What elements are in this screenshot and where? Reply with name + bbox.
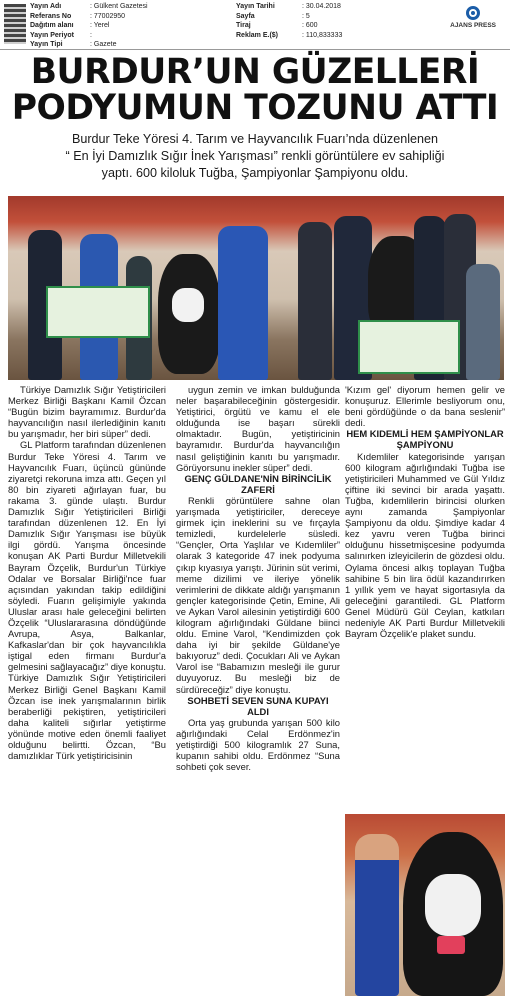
- agency-logo: [450, 6, 496, 31]
- photo-child: [466, 264, 500, 380]
- deck-line-3: yaptı. 600 kiloluk Tuğba, Şampiyonlar Şampiyonu oldu.: [101, 166, 409, 180]
- section-subheading: GENÇ GÜLDANE'NİN BİRİNCİLİK ZAFERİ: [184, 472, 332, 495]
- photo-cow: [172, 288, 204, 322]
- headline: [4, 54, 506, 126]
- meta-key: Yayın Periyot: [30, 31, 74, 39]
- article-paragraph: uygun zemin ve imkan bulduğunda neler başarabileceğinin göstergesidir. Yetiştirici, örgütü ve kamu el ele olduğunda ise başarı sürekli olmaktadır. Bugün, yetiştiricinin bayramıdır. Burdur'da hayvancılığın nasıl geliştiğinin kanıtı bu yarışmadır. Görüyorsunu inekler süper” dedi.: [176, 384, 340, 473]
- newspaper-stack-icon: [4, 4, 26, 44]
- deck-line-2: “ En İyi Damızlık Sığır İnek Yarışması” renkli görüntülere ev sahipliği: [65, 149, 445, 163]
- meta-value: : Yerel: [90, 22, 110, 30]
- meta-key: Yayın Adı: [30, 3, 62, 10]
- meta-row: [236, 12, 342, 22]
- photo-person: [218, 226, 268, 380]
- photo-person: [355, 834, 399, 996]
- meta-value: : 110,833333: [302, 31, 343, 39]
- meta-row: [236, 2, 342, 12]
- meta-key: Reklam E.($): [236, 31, 279, 39]
- headline-line-2: PODYUMUN TOZUNU ATTI: [11, 88, 499, 128]
- section-subheading: SOHBETİ SEVEN SUNA KUPAYI ALDI: [187, 694, 329, 717]
- deck-line-1: Burdur Teke Yöresi 4. Tarım ve Hayvancılık Fuarı’nda düzenlenen: [71, 132, 439, 146]
- meta-key: Tiraj: [236, 22, 251, 30]
- meta-value: :: [90, 31, 92, 39]
- meta-value: : Gazete: [90, 41, 117, 49]
- section-subheading: HEM KIDEMLİ HEM ŞAMPİYONLAR ŞAMPİYONU: [346, 428, 504, 451]
- article-paragraph: Orta yaş grubunda yarışan 500 kilo ağırlığındaki Celal Erdönmez'in yetiştirdiği 500 kilogramlık 27 Suna, kupanın sahibi oldu. Erdönmez “Suna sohbeti çok sever.: [176, 716, 340, 773]
- deck: [14, 131, 496, 182]
- photo-cow-tag: [437, 936, 465, 954]
- meta-divider: [0, 49, 510, 50]
- photo-cow: [425, 874, 481, 936]
- meta-key: Yayın Tarihi: [236, 3, 275, 10]
- meta-key: Sayfa: [236, 12, 255, 20]
- meta-value: : Gülkent Gazetesi: [90, 3, 148, 10]
- meta-row: [236, 21, 342, 31]
- meta-row: [30, 21, 148, 31]
- photo-award-banner: [358, 320, 460, 374]
- photo-award-banner: [46, 286, 150, 338]
- meta-key: Yayın Tipi: [30, 41, 63, 49]
- meta-key: Dağıtım alanı: [30, 22, 74, 30]
- cow-photo: [345, 814, 505, 996]
- meta-row: [30, 31, 148, 41]
- photo-person: [298, 222, 332, 380]
- article-paragraph: 'Kızım gel' diyorum hemen gelir ve konuşuruz. Ellerimle besliyorum onu, beni gördüğünde o da bana seslenir” dedi.: [345, 384, 505, 429]
- clipping-meta-bar: [0, 0, 510, 50]
- article-paragraph: Türkiye Damızlık Sığır Yetiştiricileri Merkez Birliği Başkanı Kamil Özcan “Bugün bizim bayramımız. Burdur'da hayvancılığın nasıl ilerlediğinin kanıtı bu yarışmadır, her biri süper” dedi.: [8, 384, 166, 440]
- meta-value: : 77002950: [90, 12, 126, 20]
- article-paragraph: Renkli görüntülere sahne olan yarışmada yetiştiriciler, dereceye girmek için ineklerini su ve fırçayla temizledi, kurdelelerle süsledi. “Gençler, Orta Yaşlılar ve Kıdemliler” olarak 3 kategoride 47 inek podyuma çıkıp kıyasıya yarıştı. Jürinin süt verimi, meme dizilimi ve ileriye yönelik verimlerini de dikkate aldığı yarışmanın gençler kategorisinde Çetin, Emine, Ali ve Aykan Varol ailesinin yetiştirdiği 600 kilogram ağırlığındaki Güldane biinci oldu. Emine Varol, “Kendimizden çok daha iyi bir şekilde Güldane'ye bakıyoruz” dedi. Çocukları Ali ve Aykan Varol ise “Babamızın mesleği ile gurur duyuyoruz. Bu mesleği biz de sürdüreceğiz” diye konuştu.: [176, 494, 340, 695]
- meta-right: [236, 2, 342, 40]
- meta-value: : 30.04.2018: [302, 3, 341, 10]
- headline-line-1: BURDUR’UN GÜZELLERİ: [30, 52, 480, 92]
- meta-row: [236, 31, 342, 41]
- article-column-3: [345, 384, 505, 798]
- meta-left: [30, 2, 148, 50]
- meta-value: : 600: [302, 22, 318, 30]
- agency-logo-icon: [466, 6, 480, 20]
- meta-row: [30, 12, 148, 22]
- meta-key: Referans No: [30, 12, 72, 20]
- article-column-2: [176, 384, 340, 998]
- main-photo: [8, 196, 504, 380]
- article-paragraph: Kıdemliler kategorisinde yarışan 600 kilogram ağırlığındaki Tuğba ise yetiştiricileri Muhammed ve Gül Yıldız çiftine iki sevinci bir arada yaşattı. Tuğba, kıdemlilerin birincisi olurken aynı zamanda Şampiyonlar Şampiyonu da oldu. Şimdiye kadar 4 kez yavru veren Tuğba birinci olduğunu hissetmişcesine podyumda salınırken izleyicilerin de gözdesi oldu. Oylama öncesi alkış toplayan Tuğba sahibine 5 bin lira ödül kazandırırken 1 yıllık yem ve hayat sigortasıyla da geleceğini garantiledi. GL Platform Genel Müdürü Gül Ceylan, katkıları nedeniyle AK Parti Burdur Milletvekili Bayram Özçelik'e plaket sundu.: [345, 450, 505, 640]
- meta-value: : 5: [302, 12, 310, 20]
- meta-row: [30, 2, 148, 12]
- article-paragraph: GL Platform tarafından düzenlenen Burdur Teke Yöresi 4. Tarım ve Hayvancılık Fuarı, üçüncü gününde ziyaretçi rekoruna imza attı. Geçen yıl 80 bin ziyareti ağırlayan fuar, bu rakama 3. günde ulaştı. Burdur Damızlık Sığır Yetiştiricileri Birliği tarafından düzenlenen 12. En İyi Damızlık Sığır Yarışması ise büyük ilgi gördü. Yarışma öncesinde konuşan AK Parti Burdur Milletvekili Bayram Özçelik, Burdur'un Türkiye Odalar ve Borsalar Birliği'nce fuar açısından yakından takip edildiğini söyledi. Fuarın gelişimiyle yakında Uluslar arası hale geleceğini belirten Özçelik “Uluslararasına döndüğünde Avrupa, Asya, Balkanlar, Kafkaslar'dan bir çok hayvancılıkla iştigal eden firmanı Burdur'a gelmesini sağlayacağız” diye konuştu. Türkiye Damızlık Sığır Yetiştiricileri Merkez Birliği Genel Başkanı Kamil Özcan ise inek yarışmalarının birlik beraberliği pekiştiren, yetiştiricileri daha kaliteli sığırlar yetiştirme yönünde motive eden önemli faaliyet olduğunu belirtti. Özcan, “Bu damızlıklar Türk yetiştiricisinin: [8, 439, 166, 762]
- agency-name: AJANS PRESS: [450, 22, 496, 29]
- article-column-1: [8, 384, 166, 998]
